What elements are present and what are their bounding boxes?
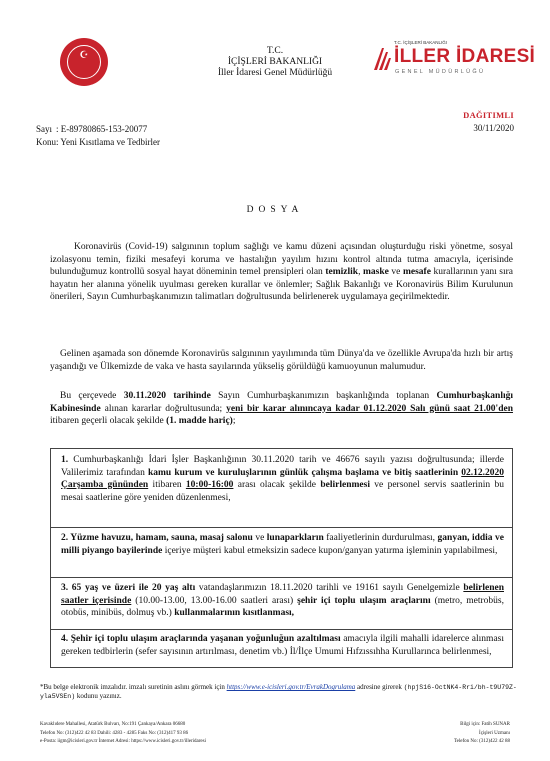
- header-ministry: İÇİŞLERİ BAKANLIĞI: [227, 57, 323, 67]
- ministry-seal-logo: ☪: [60, 38, 108, 86]
- document-subject: Konu: Yeni Kısıtlama ve Tedbirler: [36, 137, 160, 147]
- divider: [51, 629, 512, 630]
- measure-3: 3. 65 yaş ve üzeri ile 20 yaş altı vatandaşlarımızın 18.11.2020 tarihli ve 19161 sayılı Genelgemizle belirlenen saatler içerisinde (10.00-13.00, 13.00-16.00 saatleri arası) şehir içi toplu ulaşım araçlarını (metro, metrobüs, otobüs, minibüs, dolmuş vb.) kullanmalarının kısıtlanması,: [61, 583, 504, 618]
- iller-idaresi-logo: T.C. İÇİŞLERİ BAKANLIĞI İLLER İDARESİ GENEL MÜDÜRLÜĞÜ: [372, 40, 502, 80]
- logo-mark-icon: [372, 46, 392, 72]
- header-directorate: İller İdaresi Genel Müdürlüğü: [217, 68, 333, 78]
- document-date: 30/11/2020: [473, 123, 514, 133]
- divider: [51, 577, 512, 578]
- footer-address: Kavaklıdere Mahallesi, Atatürk Bulvarı, No:191 Çankaya/Ankara 06680 Telefon No: (312)422 42 83 Dahili: 4283 - 4285 Faks No: (312)417 93 86 e-Posta: iigm@icisleri.gov.tr İnternet Adresi: https://www.icisleri.gov.tr/illeridaresi: [40, 722, 206, 744]
- document-number: Sayı : E-89780865-153-20077: [36, 124, 148, 134]
- measure-2: 2. Yüzme havuzu, hamam, sauna, masaj salonu ve lunaparkların faaliyetlerinin durdurulması, ganyan, iddia ve milli piyango bayilerinde içeriye müşteri kabul etmeksizin sadece kupon/ganyan yatırma işleminin yapılabilmesi,: [61, 533, 504, 556]
- verification-link[interactable]: https://www.e-icisleri.gov.tr/EvrakDogrulama: [226, 683, 356, 691]
- measure-1: 1. Cumhurbaşkanlığı İdari İşler Başkanlığının 30.11.2020 tarih ve 46676 sayılı yazısı doğrultusunda; illerde Valilerimiz tarafından kamu kurum ve kuruluşlarının günlük çalışma başlama ve bitiş saatlerinin 02.12.2020 Çarşamba gününden itibaren 10:00-16:00 arası olacak şekilde belirlenmesi ve personel servis saatlerinin bu mesai saatlerine göre yeniden düzenlenmesi,: [61, 455, 504, 503]
- measure-4: 4. Şehir içi toplu ulaşım araçlarında yaşanan yoğunluğun azaltılması amacıyla ilgili mahalli idarelerce alınması gereken tedbirlerin (sefer sayısının artırılması, denetim vb.) İl/İlçe Umumi Hıfzıssıhha Kurullarınca belirlenmesi,: [61, 634, 504, 657]
- paragraph-1: Koronavirüs (Covid-19) salgınının toplum sağlığı ve kamu düzeni açısından oluşturduğu riski yönetme, sosyal izolasyonu temin, fiziki mesafeyi koruma ve hastalığın yayılım hızını kontrol altında tutma amacıyla, içerisinde bulunduğumuz kontrollü sosyal hayat döneminin temel prensipleri olan temizlik, maske ve mesafe kurallarının yanı sıra hayatın her alanına yönelik uyulması gereken kurallar ve önlemler; Sağlık Bakanlığı ve Koronavirüs Bilim Kurulunun önerileri, Sayın Cumhurbaşkanımızın talimatları doğrultusunda belirlenerek uygulamaya geçirilmektedir.: [50, 242, 514, 302]
- paragraph-2: Gelinen aşamada son dönemde Koronavirüs salgınının yayılımında tüm Dünya'da ve özellikle Avrupa'da hızlı bir artış yaşandığı ve Ülkemizde de vaka ve hasta sayılarında yükseliş görüldüğü kamuoyunun malumudur.: [50, 349, 513, 372]
- distribution-label: DAĞITIMLI: [463, 110, 514, 120]
- measures-box: [50, 448, 513, 668]
- verification-code: (hpjS16-OctNK4-Rri/bh-t9U79Z-yla5VSEn): [40, 684, 517, 700]
- document-title: DOSYA: [246, 205, 304, 215]
- footer-contact: Bilgi için: Fatih SUNAR İçişleri Uzmanı Telefon No: (312)422 42 88: [453, 722, 510, 744]
- e-signature-note: *Bu belge elektronik imzalıdır. imzalı suretinin aslını görmek için https://www.e-icisleri.gov.tr/EvrakDogrulama adresine girerek (hpjS16-OctNK4-Rri/bh-t9U79Z-yla5VSEn) kodunu yazınız.: [40, 683, 517, 700]
- header-tc: T.C.: [266, 46, 284, 56]
- divider: [51, 527, 512, 528]
- paragraph-3: Bu çerçevede 30.11.2020 tarihinde Sayın Cumhurbaşkanımızın başkanlığında toplanan Cumhurbaşkanlığı Kabinesinde alınan kararlar doğrultusunda; yeni bir karar alınıncaya kadar 01.12.2020 Salı günü saat 21.00'den itibaren geçerli olacak şekilde (1. madde hariç);: [50, 391, 513, 426]
